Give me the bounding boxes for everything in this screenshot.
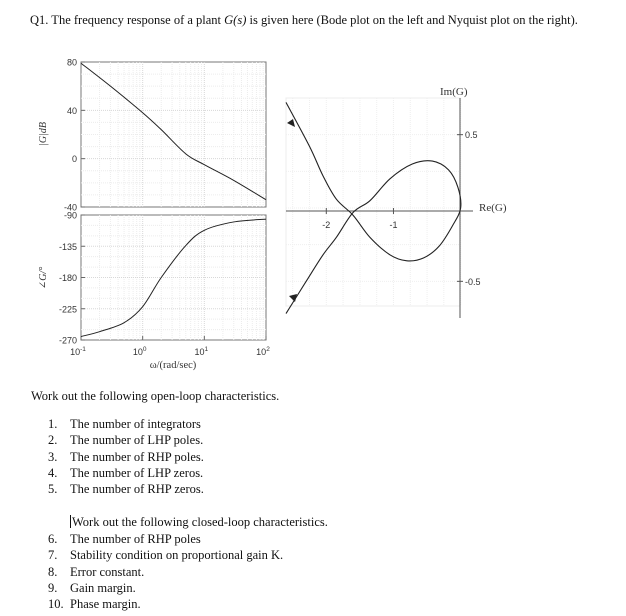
magnitude-y-tick-label: 40 <box>66 105 77 116</box>
phase-y-tick-label: -180 <box>58 273 77 283</box>
item-text: The number of LHP poles. <box>70 433 204 448</box>
imag-axis-label: Im(G) <box>440 86 468 98</box>
item-number: 8. <box>48 564 58 579</box>
nyquist-y-tick-label: 0.5 <box>465 130 478 141</box>
magnitude-y-tick-label: 0 <box>71 154 77 165</box>
phase-x-tick-label: $10^0$ <box>132 346 147 357</box>
phase-y-tick-label: -135 <box>58 241 77 252</box>
phase-x-tick-label: $10^{-1}$ <box>70 346 86 357</box>
item-text: The number of integrators <box>70 417 201 431</box>
item-number: 5. <box>48 482 58 497</box>
bode-magnitude-panel <box>38 58 266 213</box>
open-loop-list <box>48 416 204 497</box>
magnitude-y-tick-label: -40 <box>63 202 77 213</box>
question-item <box>48 449 204 465</box>
question-item <box>48 547 283 563</box>
open-loop-intro: Work out the following open-loop characteristics. <box>31 389 280 403</box>
item-text: The number of RHP poles. <box>70 449 204 464</box>
question-item <box>48 531 283 547</box>
item-number: 3. <box>48 449 58 464</box>
nyquist-x-tick-label: -2 <box>322 220 331 230</box>
magnitude-y-tick-label: 80 <box>66 57 77 68</box>
nyquist-x-tick-label: -1 <box>389 220 398 230</box>
question-item <box>48 564 283 580</box>
bode-phase-panel <box>38 211 270 372</box>
item-number: 9. <box>48 580 58 595</box>
closed-loop-intro-line <box>70 515 328 530</box>
question-item <box>48 481 204 497</box>
question-item <box>48 580 283 596</box>
item-text: Stability condition on proportional gain K. <box>70 548 284 563</box>
magnitude-y-label: |G|dB <box>38 122 49 146</box>
item-text: The number of LHP zeros. <box>70 465 204 480</box>
question-label: Q1. <box>30 13 49 27</box>
frequency-x-label: ω/(rad/sec) <box>149 360 197 371</box>
nyquist-y-tick-label: -0.5 <box>465 276 481 287</box>
item-text: Error constant. <box>70 564 145 579</box>
item-number: 6. <box>48 532 58 546</box>
phase-y-label: ∠G/° <box>38 266 49 290</box>
question-item <box>48 432 204 448</box>
phase-x-tick-label: $10^2$ <box>256 346 270 357</box>
item-number: 2. <box>48 433 58 448</box>
question-item <box>48 596 283 612</box>
item-number: 10. <box>48 597 64 612</box>
question-item <box>48 416 204 432</box>
question-item <box>48 465 204 481</box>
phase-y-tick-label: -270 <box>58 335 77 346</box>
phase-y-tick-label: -90 <box>63 210 77 221</box>
item-text: The number of RHP zeros. <box>70 482 204 497</box>
closed-loop-list <box>48 531 283 612</box>
text-cursor <box>70 515 71 528</box>
item-number: 4. <box>48 465 58 480</box>
real-axis-label: Re(G) <box>479 202 507 214</box>
item-number: 1. <box>48 417 58 431</box>
item-text: Phase margin. <box>70 597 141 612</box>
item-text: The number of RHP poles <box>70 532 201 546</box>
item-text: Gain margin. <box>70 580 136 595</box>
closed-loop-intro: Work out the following closed-loop characteristics. <box>72 515 328 529</box>
nyquist-panel <box>286 86 507 318</box>
plant-symbol: G(s) <box>224 13 247 27</box>
nyquist-plot-area <box>286 98 460 306</box>
phase-y-tick-label: -225 <box>58 304 77 315</box>
question-text-before: The frequency response of a plant <box>48 13 225 27</box>
phase-x-tick-label: $10^1$ <box>194 346 209 357</box>
question-text-after: is given here (Bode plot on the left and Nyquist plot on the right). <box>246 13 578 27</box>
item-number: 7. <box>48 548 58 563</box>
